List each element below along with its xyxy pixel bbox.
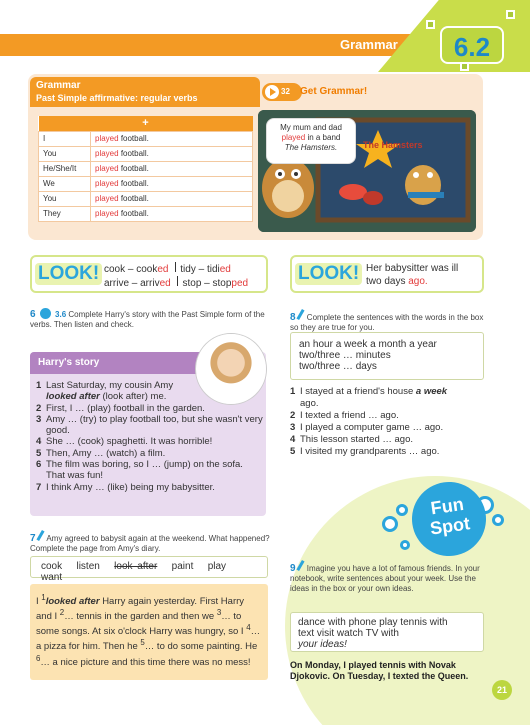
list-item: 2 First, I … (play) football in the garden. (36, 402, 205, 414)
look-box-ago (290, 255, 484, 293)
table-row: We played football. (39, 176, 253, 191)
list-item: 1 I stayed at a friend's house a week ago. (290, 386, 448, 409)
pencil-icon (296, 309, 304, 320)
exercise-9-example: On Monday, I played tennis with Novak Djokovic. On Tuesday, I texted the Queen. (290, 660, 469, 681)
grammar-subtitle: Past Simple affirmative: regular verbs (36, 93, 198, 103)
audio-icon[interactable] (40, 308, 51, 319)
page-number: 21 (492, 680, 512, 700)
exercise-9-word-box: dance with phone play tennis with text visit watch TV with your ideas! (290, 612, 484, 652)
list-item: 4 She … (cook) spaghetti. It was horrible! (36, 436, 213, 448)
table-row: They played football. (39, 206, 253, 221)
decor-ring (382, 516, 398, 532)
decor-ring (400, 540, 410, 550)
get-grammar-number: 32 (281, 87, 290, 96)
list-item: 5 I visited my grandparents … ago. (290, 446, 440, 457)
get-grammar-label: Get Grammar! (300, 86, 368, 97)
decor-square (506, 10, 515, 19)
list-item: 1 Last Saturday, my cousin Amy looked after (look after) me. (36, 380, 174, 403)
play-icon[interactable] (265, 85, 279, 99)
exercise-7-instruction: 7 Amy agreed to babysit again at the weekend. What happened? Complete the page from Amy's diary. (30, 530, 270, 554)
grammar-title-bar (30, 77, 260, 107)
table-row: He/She/It played football. (39, 161, 253, 176)
decor-square (426, 20, 435, 29)
story-list (36, 380, 264, 493)
exercise-8-word-box: an hour a week a month a year two/three … minutes two/three … days (290, 332, 484, 380)
list-item: 2 I texted a friend … ago. (290, 410, 399, 421)
table-row: I played football. (39, 131, 253, 146)
fun-spot-badge: Fun Spot (407, 477, 491, 561)
speech-bubble: My mum and dad played in a band The Hamsters. (266, 118, 356, 164)
grammar-table (38, 116, 253, 222)
list-item: 7 I think Amy … (like) being my babysitter. (36, 481, 215, 493)
exercise-8-list (290, 386, 490, 458)
look-spelling-rules: cook – cooked tidy – tidied arrive – arrived stop – stopped (104, 264, 249, 289)
table-header-plus: + (39, 116, 253, 131)
amys-diary: I $^1$looked after Harry again yesterday. First Harry and I $^2$… tennis in the garden and then we $^3$… to some songs. At six o'clock Harry was hungry, so I $^4$… a pizza for him. Then he $^5$… to do some painting. He $^6$… a nice picture and this time there was no mess! (30, 584, 268, 680)
band-sign: The Hamsters (363, 140, 423, 150)
exercise-8-instruction: 8 Complete the sentences with the words in the box so they are true for you. (290, 309, 486, 333)
exercise-9-instruction: 9 Imagine you have a lot of famous friends. In your notebook, write sentences about your week. Use the ideas in the box or your own ideas. (290, 560, 486, 594)
pencil-icon (296, 560, 304, 571)
list-item: 3 I played a computer game … ago. (290, 422, 444, 433)
list-item: 6 The film was boring, so I … (jump) on the sofa. That was fun! (36, 459, 243, 482)
list-item: 3 Amy … (try) to play football too, but she wasn't very good. (36, 413, 263, 437)
look-badge: LOOK! (35, 263, 102, 285)
table-row: You played football. (39, 146, 253, 161)
story-title: Harry's story (30, 352, 200, 374)
look-badge: LOOK! (295, 263, 362, 285)
unit-number: 6.2 (440, 26, 504, 64)
decor-ring (492, 514, 504, 526)
look-ago-text: Her babysitter was ill two days ago. (366, 263, 459, 287)
look-box-spelling (30, 255, 268, 293)
exercise-7-word-box: cook listen look after paint play want (30, 556, 268, 578)
exercise-6-instruction: 6 3.6 Complete Harry's story with the Past Simple form of the verbs. Then listen and check. (30, 309, 265, 329)
grammar-title: Grammar (36, 80, 81, 91)
pencil-icon (36, 530, 44, 541)
table-row: You played football. (39, 191, 253, 206)
list-item: 4 This lesson started … ago. (290, 434, 413, 445)
decor-ring (396, 504, 408, 516)
section-title: Grammar (340, 37, 398, 52)
list-item: 5 Then, Amy … (watch) a film. (36, 447, 166, 459)
